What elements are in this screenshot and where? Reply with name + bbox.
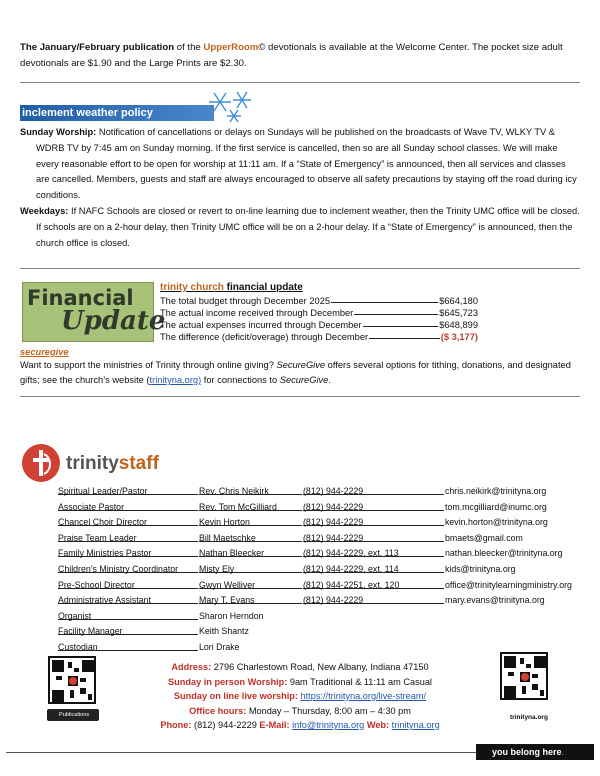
logo-trinity: trinity [66, 453, 119, 474]
phone: (812) 944-2229 [191, 720, 257, 730]
email-link[interactable]: info@trinityna.org [292, 720, 365, 730]
contact-footer [120, 660, 480, 733]
staff-row [58, 531, 598, 546]
staff-role: Organist [58, 609, 198, 620]
staff-name: Bill Maetschke [199, 531, 302, 542]
staff-phone: (812) 944-2229 [303, 484, 444, 495]
upper-room-notice [20, 40, 580, 72]
staff-row [58, 500, 598, 515]
staff-role: Family Ministries Pastor [58, 546, 198, 557]
staff-row [58, 578, 598, 593]
staff-phone: (812) 944-2229 [303, 531, 444, 542]
staff-name: Keith Shantz [199, 626, 249, 637]
upperroom-brand: UpperRoom [203, 42, 259, 53]
sg-text-4: . [328, 375, 331, 385]
finance-value: ($ 3,177) [440, 332, 478, 342]
staff-phone: (812) 944-2229, ext. 114 [303, 562, 444, 573]
staff-name: Kevin Horton [199, 515, 302, 526]
staff-role: Administrative Assistant [58, 593, 198, 604]
staff-role: Children’s Ministry Coordinator [58, 562, 198, 573]
finance-row [160, 320, 478, 330]
staff-name: Rev. Chris Neikirk [199, 484, 302, 495]
tagline-text: you belong here [492, 747, 562, 757]
finance-row [160, 296, 478, 306]
staff-phone: (812) 944-2229 [303, 593, 444, 604]
bottom-rule [6, 752, 476, 753]
staff-role: Associate Pastor [58, 500, 198, 511]
trinity-staff-logo [22, 444, 162, 484]
phone-label: Phone: [160, 720, 192, 730]
weekdays-text: If NAFC Schools are closed or revert to on-line learning due to inclement weather, then the Trinity UMC office will be closed. If schools are on a 2-hour delay, then Trinity UMC office will be on a 2-hour delay. If a “State of Emergency” is announced, then the church office is closed. [36, 205, 580, 248]
staff-email[interactable]: bmaets@gmail.com [445, 532, 523, 543]
sg-text-3: for connections to [201, 375, 280, 385]
weekdays-paragraph [20, 204, 580, 251]
title-church: trinity church [160, 282, 224, 293]
cross-flame-icon [22, 444, 60, 482]
tagline-dot: . [561, 747, 565, 757]
staff-row [58, 546, 598, 561]
upper-room-text: © devotionals is available at the Welcome Center. The pocket size adult devotionals are $1.90 and the Large Prints are $2.30. [20, 42, 563, 69]
staff-name: Sharon Herndon [199, 610, 264, 621]
staff-role: Praise Team Leader [58, 531, 198, 542]
livestream-link[interactable]: https://trinityna.org/live-stream/ [300, 691, 427, 701]
securegive-text [20, 358, 580, 388]
sg-brand: SecureGive [276, 360, 326, 370]
update-word: Update [61, 306, 166, 336]
staff-phone: (812) 944-2229 [303, 500, 444, 511]
office-hours: Monday – Thursday, 8:00 am – 4:30 pm [246, 705, 411, 716]
sunday-label: Sunday Worship: [20, 127, 97, 137]
staff-name: Nathan Bleecker [199, 546, 302, 557]
staff-name: Rev. Tom McGilliard [199, 500, 302, 511]
staff-email[interactable]: nathan.bleecker@trinityna.org [445, 548, 563, 559]
finance-row [160, 308, 478, 318]
staff-email[interactable]: kids@trinityna.org [445, 564, 516, 574]
staff-name: Misty Ely [199, 562, 302, 573]
staff-name: Lori Drake [199, 642, 240, 652]
staff-row [58, 562, 598, 577]
financial-update-title [160, 282, 303, 293]
staff-email[interactable]: chris.neikirk@trinityna.org [445, 486, 547, 496]
web-link[interactable]: trinityna.org [391, 720, 440, 730]
hours-label: Office hours: [189, 705, 247, 716]
staff-email[interactable]: office@trinitylearningministry.org [445, 579, 572, 590]
inperson-times: 9am Traditional & 11:11 am Casual [287, 676, 432, 687]
logo-staff: staff [118, 453, 159, 474]
staff-role: Pre-School Director [58, 578, 198, 589]
staff-email[interactable]: kevin.horton@trinityna.org [445, 517, 548, 528]
staff-phone: (812) 944-2229 [303, 515, 444, 526]
staff-row [58, 624, 598, 639]
financial-word: Financial [27, 286, 134, 310]
financial-update-image [22, 282, 166, 342]
staff-row [58, 515, 598, 530]
website-link[interactable]: trinityna.org) [149, 375, 202, 385]
staff-phone: (812) 944-2229, ext. 113 [303, 546, 444, 557]
weather-banner: inclement weather policy [20, 105, 214, 121]
sunday-worship-paragraph [20, 125, 580, 204]
sg-brand-2: SecureGive [279, 375, 329, 385]
sg-text-2: offers several options for tithing, donations, and designated gifts; see the church’s website ( [20, 360, 571, 385]
qr-url: trinityna.org [510, 714, 548, 721]
qr-code[interactable] [48, 656, 96, 704]
finance-label: The difference (deficit/overage) through December [160, 332, 369, 342]
email-label: E-Mail: [259, 720, 290, 730]
finance-value: $664,180 [439, 296, 478, 306]
finance-value: $648,899 [439, 320, 478, 330]
publications-badge: Publications [47, 709, 99, 721]
address: 2796 Charlestown Road, New Albany, Indiana 47150 [211, 662, 429, 672]
address-label: Address: [171, 662, 212, 672]
divider [20, 82, 580, 83]
staff-name: Mary T. Evans [199, 593, 302, 604]
qr-code[interactable] [500, 652, 548, 700]
finance-value: $645,723 [439, 308, 478, 318]
staff-phone: (812) 944-2251, ext. 120 [303, 578, 444, 589]
finance-label: The actual expenses incurred through December [160, 320, 362, 330]
finance-row [160, 332, 478, 342]
web-label: Web: [366, 720, 390, 730]
of-the-text: of the [174, 42, 204, 53]
sunday-text: Notification of cancellations or delays on Sundays will be published on the broadcasts of Wave TV, WLKY TV & WDRB TV by 7:45 am on Sunday morning. If the first service is cancelled, then so are all Sunday school classes. We will make every reasonable effort to be open for worship at 11:11 am. If a “State of Emergency” is announced, then all services and classes are cancelled. Members, guests and staff are always encouraged to observe all safety precautions by staying off the road during icy conditions. [36, 127, 577, 201]
finance-label: The total budget through December 2025 [160, 296, 331, 306]
sg-text-1: Want to support the ministries of Trinity through online giving? [20, 360, 277, 370]
finance-label: The actual income received through December [160, 308, 354, 318]
title-suffix: financial update [223, 282, 303, 293]
divider [20, 396, 580, 397]
staff-row [58, 484, 598, 499]
staff-email[interactable]: mary.evans@trinityna.org [445, 595, 545, 606]
inperson-label: Sunday in person Worship: [168, 676, 288, 687]
weather-policy [20, 125, 580, 251]
staff-row [58, 593, 598, 608]
securegive-title: securegive [20, 347, 69, 357]
weekdays-label: Weekdays: [20, 205, 69, 216]
staff-name: Gwyn Welliver [199, 578, 302, 589]
staff-role: Facility Manager [58, 624, 198, 635]
online-label: Sunday on line live worship: [173, 691, 298, 701]
staff-role: Chancel Choir Director [58, 515, 198, 526]
staff-row [58, 609, 598, 624]
tagline [476, 744, 594, 760]
staff-role: Custodian [58, 640, 198, 651]
staff-role: Spiritual Leader/Pastor [58, 484, 198, 495]
divider [20, 268, 580, 269]
staff-email[interactable]: tom.mcgilliard@inumc.org [445, 501, 547, 512]
snowflake-icon [206, 88, 256, 124]
publication-label: The January/February publication [20, 42, 175, 53]
